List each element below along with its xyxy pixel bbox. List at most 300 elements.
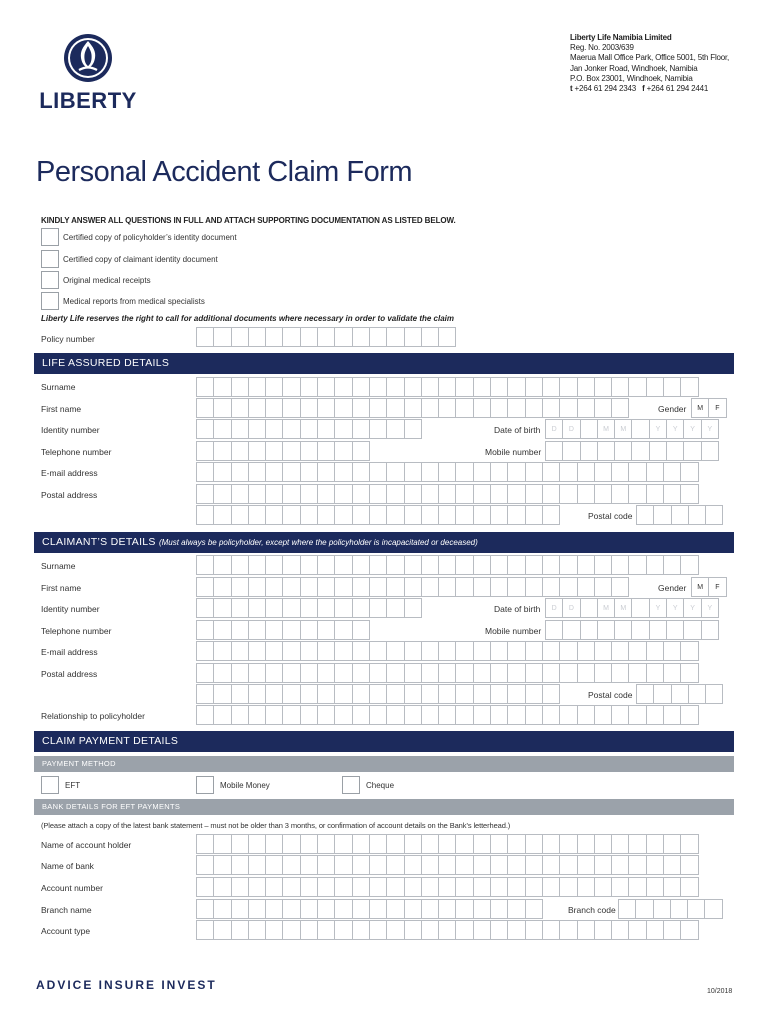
box-cell[interactable] (196, 505, 214, 525)
cl-gender-options[interactable] (691, 577, 726, 597)
box-cell[interactable] (507, 398, 525, 418)
box-cell[interactable] (649, 620, 667, 640)
box-cell[interactable] (490, 555, 508, 575)
box-cell[interactable] (628, 484, 646, 504)
box-cell[interactable] (300, 899, 318, 919)
box-cell[interactable] (213, 684, 231, 704)
box-cell[interactable] (611, 663, 629, 683)
box-cell[interactable] (352, 419, 370, 439)
box-cell[interactable] (213, 441, 231, 461)
box-cell[interactable] (438, 577, 456, 597)
box-cell[interactable] (265, 505, 283, 525)
box-cell[interactable] (473, 834, 491, 854)
la-surname-field[interactable] (196, 377, 698, 397)
box-cell[interactable] (404, 505, 422, 525)
box-cell[interactable] (386, 641, 404, 661)
box-cell[interactable] (404, 577, 422, 597)
box-cell[interactable] (317, 684, 335, 704)
box-cell[interactable] (559, 484, 577, 504)
box-cell[interactable] (628, 555, 646, 575)
box-cell[interactable] (577, 663, 595, 683)
box-cell[interactable] (421, 505, 439, 525)
box-cell[interactable] (196, 663, 214, 683)
box-cell[interactable] (577, 920, 595, 940)
box-cell[interactable] (594, 555, 612, 575)
box-cell[interactable] (559, 641, 577, 661)
box-cell[interactable] (688, 505, 706, 525)
box-cell[interactable] (369, 663, 387, 683)
box-cell[interactable] (404, 899, 422, 919)
box-cell[interactable] (352, 577, 370, 597)
box-cell[interactable] (594, 834, 612, 854)
checklist-item[interactable] (41, 250, 218, 268)
box-cell[interactable] (404, 327, 422, 347)
box-cell[interactable] (248, 641, 266, 661)
box-cell[interactable] (386, 598, 404, 618)
box-cell[interactable] (705, 684, 723, 704)
box-cell[interactable] (631, 620, 649, 640)
box-cell[interactable] (455, 684, 473, 704)
box-cell[interactable] (421, 899, 439, 919)
box-cell[interactable] (300, 505, 318, 525)
box-cell[interactable] (473, 663, 491, 683)
box-cell[interactable] (542, 555, 560, 575)
box-cell[interactable] (369, 398, 387, 418)
box-cell[interactable] (628, 834, 646, 854)
box-cell[interactable] (507, 641, 525, 661)
box-cell[interactable] (231, 505, 249, 525)
box-cell[interactable] (473, 641, 491, 661)
box-cell[interactable] (525, 684, 543, 704)
box-cell[interactable] (213, 327, 231, 347)
cl-postal-address-field[interactable] (196, 663, 698, 683)
la-identity-field[interactable] (196, 419, 421, 439)
box-cell[interactable] (490, 855, 508, 875)
box-cell[interactable] (317, 555, 335, 575)
box-cell[interactable] (687, 899, 705, 919)
box-cell[interactable] (248, 377, 266, 397)
box-cell[interactable] (438, 834, 456, 854)
gender-male[interactable]: M (691, 577, 709, 597)
box-cell[interactable] (421, 877, 439, 897)
box-cell[interactable] (421, 462, 439, 482)
box-cell[interactable] (386, 705, 404, 725)
cl-dob-field[interactable] (545, 598, 718, 618)
box-cell[interactable] (213, 663, 231, 683)
box-cell[interactable] (542, 462, 560, 482)
box-cell[interactable] (680, 920, 698, 940)
box-cell[interactable] (438, 377, 456, 397)
box-cell[interactable] (611, 462, 629, 482)
box-cell[interactable] (386, 920, 404, 940)
box-cell[interactable] (248, 598, 266, 618)
box-cell[interactable] (438, 327, 456, 347)
box-cell[interactable] (248, 555, 266, 575)
payment-method-eft[interactable] (41, 776, 80, 794)
dob-cell[interactable]: D (545, 598, 563, 618)
box-cell[interactable] (334, 419, 352, 439)
box-cell[interactable] (317, 484, 335, 504)
box-cell[interactable] (196, 484, 214, 504)
box-cell[interactable] (196, 419, 214, 439)
box-cell[interactable] (611, 877, 629, 897)
box-cell[interactable] (282, 577, 300, 597)
box-cell[interactable] (663, 920, 681, 940)
box-cell[interactable] (404, 855, 422, 875)
box-cell[interactable] (231, 684, 249, 704)
cl-mobile-field[interactable] (545, 620, 718, 640)
box-cell[interactable] (614, 441, 632, 461)
box-cell[interactable] (369, 505, 387, 525)
box-cell[interactable] (628, 462, 646, 482)
box-cell[interactable] (369, 377, 387, 397)
box-cell[interactable] (663, 641, 681, 661)
cl-surname-field[interactable] (196, 555, 698, 575)
box-cell[interactable] (265, 855, 283, 875)
box-cell[interactable] (386, 877, 404, 897)
box-cell[interactable] (646, 641, 664, 661)
box-cell[interactable] (577, 484, 595, 504)
box-cell[interactable] (542, 398, 560, 418)
box-cell[interactable] (646, 920, 664, 940)
box-cell[interactable] (265, 555, 283, 575)
box-cell[interactable] (404, 555, 422, 575)
box-cell[interactable] (265, 641, 283, 661)
checkbox[interactable] (41, 250, 59, 268)
account-number-field[interactable] (196, 877, 698, 897)
box-cell[interactable] (334, 641, 352, 661)
box-cell[interactable] (196, 877, 214, 897)
box-cell[interactable] (611, 484, 629, 504)
box-cell[interactable] (317, 505, 335, 525)
dob-cell[interactable]: Y (683, 419, 701, 439)
box-cell[interactable] (438, 855, 456, 875)
gender-male[interactable]: M (691, 398, 709, 418)
box-cell[interactable] (248, 920, 266, 940)
box-cell[interactable] (473, 462, 491, 482)
box-cell[interactable] (631, 419, 649, 439)
box-cell[interactable] (300, 620, 318, 640)
box-cell[interactable] (670, 899, 688, 919)
box-cell[interactable] (594, 877, 612, 897)
box-cell[interactable] (300, 877, 318, 897)
box-cell[interactable] (704, 899, 722, 919)
box-cell[interactable] (317, 834, 335, 854)
box-cell[interactable] (248, 577, 266, 597)
box-cell[interactable] (680, 462, 698, 482)
box-cell[interactable] (248, 899, 266, 919)
checklist-item[interactable] (41, 292, 205, 310)
checkbox[interactable] (41, 776, 59, 794)
box-cell[interactable] (646, 705, 664, 725)
box-cell[interactable] (265, 684, 283, 704)
box-cell[interactable] (580, 598, 598, 618)
box-cell[interactable] (317, 441, 335, 461)
box-cell[interactable] (507, 920, 525, 940)
box-cell[interactable] (213, 398, 231, 418)
box-cell[interactable] (438, 684, 456, 704)
box-cell[interactable] (352, 377, 370, 397)
box-cell[interactable] (369, 855, 387, 875)
cl-relationship-field[interactable] (196, 705, 698, 725)
box-cell[interactable] (680, 855, 698, 875)
box-cell[interactable] (580, 419, 598, 439)
box-cell[interactable] (473, 705, 491, 725)
box-cell[interactable] (507, 855, 525, 875)
box-cell[interactable] (663, 877, 681, 897)
box-cell[interactable] (455, 834, 473, 854)
box-cell[interactable] (386, 555, 404, 575)
box-cell[interactable] (542, 877, 560, 897)
box-cell[interactable] (213, 834, 231, 854)
box-cell[interactable] (455, 877, 473, 897)
box-cell[interactable] (248, 327, 266, 347)
box-cell[interactable] (671, 684, 689, 704)
box-cell[interactable] (611, 920, 629, 940)
box-cell[interactable] (265, 899, 283, 919)
cl-identity-field[interactable] (196, 598, 421, 618)
checkbox[interactable] (196, 776, 214, 794)
box-cell[interactable] (525, 484, 543, 504)
gender-female[interactable]: F (708, 577, 726, 597)
box-cell[interactable] (646, 663, 664, 683)
dob-cell[interactable]: M (597, 598, 615, 618)
la-postal-address-field[interactable] (196, 484, 698, 504)
box-cell[interactable] (369, 462, 387, 482)
checkbox[interactable] (41, 271, 59, 289)
box-cell[interactable] (334, 327, 352, 347)
box-cell[interactable] (577, 398, 595, 418)
box-cell[interactable] (369, 555, 387, 575)
box-cell[interactable] (490, 684, 508, 704)
box-cell[interactable] (352, 327, 370, 347)
box-cell[interactable] (369, 920, 387, 940)
box-cell[interactable] (438, 877, 456, 897)
box-cell[interactable] (594, 484, 612, 504)
branch-code-field[interactable] (618, 899, 722, 919)
box-cell[interactable] (455, 398, 473, 418)
box-cell[interactable] (507, 577, 525, 597)
box-cell[interactable] (213, 855, 231, 875)
box-cell[interactable] (611, 398, 629, 418)
box-cell[interactable] (421, 834, 439, 854)
box-cell[interactable] (282, 684, 300, 704)
box-cell[interactable] (666, 441, 684, 461)
box-cell[interactable] (653, 899, 671, 919)
box-cell[interactable] (334, 663, 352, 683)
box-cell[interactable] (636, 505, 654, 525)
box-cell[interactable] (352, 441, 370, 461)
box-cell[interactable] (705, 505, 723, 525)
box-cell[interactable] (663, 834, 681, 854)
box-cell[interactable] (369, 484, 387, 504)
checkbox[interactable] (342, 776, 360, 794)
box-cell[interactable] (490, 920, 508, 940)
box-cell[interactable] (265, 327, 283, 347)
box-cell[interactable] (300, 462, 318, 482)
box-cell[interactable] (196, 684, 214, 704)
box-cell[interactable] (646, 555, 664, 575)
box-cell[interactable] (473, 877, 491, 897)
box-cell[interactable] (421, 377, 439, 397)
box-cell[interactable] (683, 441, 701, 461)
box-cell[interactable] (213, 577, 231, 597)
box-cell[interactable] (265, 398, 283, 418)
box-cell[interactable] (421, 577, 439, 597)
box-cell[interactable] (594, 577, 612, 597)
box-cell[interactable] (438, 899, 456, 919)
gender-female[interactable]: F (708, 398, 726, 418)
box-cell[interactable] (369, 684, 387, 704)
box-cell[interactable] (213, 598, 231, 618)
box-cell[interactable] (386, 462, 404, 482)
dob-cell[interactable]: Y (666, 598, 684, 618)
box-cell[interactable] (334, 684, 352, 704)
box-cell[interactable] (594, 641, 612, 661)
box-cell[interactable] (196, 398, 214, 418)
box-cell[interactable] (680, 641, 698, 661)
box-cell[interactable] (594, 663, 612, 683)
box-cell[interactable] (300, 834, 318, 854)
box-cell[interactable] (404, 920, 422, 940)
box-cell[interactable] (265, 620, 283, 640)
box-cell[interactable] (646, 462, 664, 482)
box-cell[interactable] (542, 920, 560, 940)
box-cell[interactable] (282, 505, 300, 525)
box-cell[interactable] (628, 855, 646, 875)
box-cell[interactable] (680, 877, 698, 897)
box-cell[interactable] (559, 398, 577, 418)
box-cell[interactable] (636, 684, 654, 704)
box-cell[interactable] (213, 484, 231, 504)
box-cell[interactable] (386, 684, 404, 704)
box-cell[interactable] (317, 462, 335, 482)
box-cell[interactable] (404, 834, 422, 854)
box-cell[interactable] (490, 877, 508, 897)
box-cell[interactable] (334, 377, 352, 397)
box-cell[interactable] (577, 462, 595, 482)
box-cell[interactable] (455, 484, 473, 504)
box-cell[interactable] (559, 920, 577, 940)
box-cell[interactable] (300, 598, 318, 618)
box-cell[interactable] (386, 377, 404, 397)
box-cell[interactable] (490, 705, 508, 725)
box-cell[interactable] (421, 484, 439, 504)
box-cell[interactable] (317, 920, 335, 940)
box-cell[interactable] (300, 920, 318, 940)
box-cell[interactable] (248, 419, 266, 439)
box-cell[interactable] (421, 398, 439, 418)
box-cell[interactable] (559, 577, 577, 597)
box-cell[interactable] (455, 920, 473, 940)
box-cell[interactable] (352, 899, 370, 919)
box-cell[interactable] (507, 484, 525, 504)
box-cell[interactable] (369, 705, 387, 725)
box-cell[interactable] (282, 555, 300, 575)
box-cell[interactable] (352, 834, 370, 854)
box-cell[interactable] (628, 877, 646, 897)
box-cell[interactable] (300, 577, 318, 597)
box-cell[interactable] (213, 555, 231, 575)
box-cell[interactable] (334, 855, 352, 875)
box-cell[interactable] (248, 484, 266, 504)
box-cell[interactable] (473, 899, 491, 919)
box-cell[interactable] (618, 899, 636, 919)
cl-telephone-field[interactable] (196, 620, 369, 640)
box-cell[interactable] (265, 663, 283, 683)
box-cell[interactable] (231, 577, 249, 597)
box-cell[interactable] (317, 877, 335, 897)
checklist-item[interactable] (41, 271, 151, 289)
box-cell[interactable] (507, 377, 525, 397)
box-cell[interactable] (525, 555, 543, 575)
box-cell[interactable] (404, 398, 422, 418)
box-cell[interactable] (282, 834, 300, 854)
box-cell[interactable] (559, 663, 577, 683)
box-cell[interactable] (196, 620, 214, 640)
cl-email-field[interactable] (196, 641, 698, 661)
box-cell[interactable] (611, 577, 629, 597)
box-cell[interactable] (525, 505, 543, 525)
box-cell[interactable] (231, 441, 249, 461)
box-cell[interactable] (213, 920, 231, 940)
box-cell[interactable] (404, 684, 422, 704)
box-cell[interactable] (317, 577, 335, 597)
box-cell[interactable] (282, 327, 300, 347)
box-cell[interactable] (507, 899, 525, 919)
la-telephone-field[interactable] (196, 441, 369, 461)
dob-cell[interactable]: D (562, 419, 580, 439)
box-cell[interactable] (594, 398, 612, 418)
box-cell[interactable] (282, 484, 300, 504)
box-cell[interactable] (334, 555, 352, 575)
box-cell[interactable] (580, 620, 598, 640)
la-email-field[interactable] (196, 462, 698, 482)
box-cell[interactable] (455, 899, 473, 919)
box-cell[interactable] (559, 377, 577, 397)
box-cell[interactable] (334, 398, 352, 418)
box-cell[interactable] (317, 419, 335, 439)
box-cell[interactable] (369, 577, 387, 597)
box-cell[interactable] (490, 462, 508, 482)
box-cell[interactable] (334, 441, 352, 461)
box-cell[interactable] (231, 899, 249, 919)
box-cell[interactable] (282, 441, 300, 461)
box-cell[interactable] (473, 920, 491, 940)
cl-postal-code-field[interactable] (636, 684, 722, 704)
box-cell[interactable] (438, 398, 456, 418)
box-cell[interactable] (562, 620, 580, 640)
box-cell[interactable] (455, 377, 473, 397)
la-dob-field[interactable] (545, 419, 718, 439)
box-cell[interactable] (317, 377, 335, 397)
box-cell[interactable] (577, 877, 595, 897)
box-cell[interactable] (473, 555, 491, 575)
box-cell[interactable] (490, 577, 508, 597)
box-cell[interactable] (265, 577, 283, 597)
box-cell[interactable] (386, 398, 404, 418)
box-cell[interactable] (646, 855, 664, 875)
box-cell[interactable] (473, 505, 491, 525)
box-cell[interactable] (334, 920, 352, 940)
box-cell[interactable] (386, 419, 404, 439)
box-cell[interactable] (542, 834, 560, 854)
box-cell[interactable] (577, 577, 595, 597)
box-cell[interactable] (421, 555, 439, 575)
box-cell[interactable] (248, 398, 266, 418)
box-cell[interactable] (231, 398, 249, 418)
box-cell[interactable] (404, 484, 422, 504)
